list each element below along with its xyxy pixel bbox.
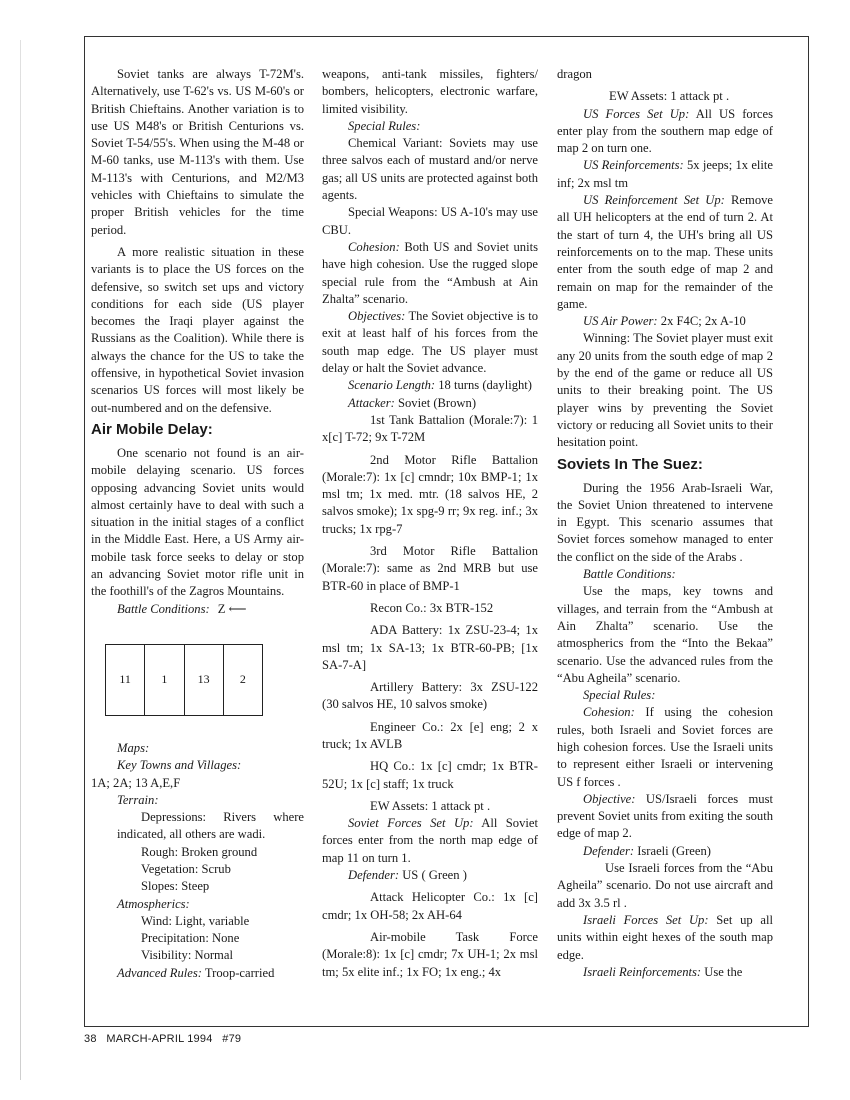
paragraph: weapons, anti-tank missiles, fighters/ bombers, helicopters, electronic warfare, limited visibility. [322,67,538,116]
key-towns-value: 1A; 2A; 13 A,E,F [91,775,181,790]
atmo-visibility: Visibility: Normal [141,948,233,963]
winning: Winning: The Soviet player must exit any 20 units from the south edge of map 2 by the end of the game or reduce all US units to their breaking point. The US player wins by preventing the Soviet victory or reducing all Soviet units to their hesitation point. [557,331,773,450]
terrain-rough: Rough: Broken ground [141,844,258,859]
us-reinforcement-setup: US Reinforcement Set Up: Remove all UH helicopters at the end of turn 2. At the start of turn 4, the UH's bring all US reinforcements on to the map. These units enter from the south edge of map 2 and remain on map for the remainder of the game. [557,193,774,311]
map-layout-diagram [105,644,263,716]
paragraph: Soviet tanks are always T-72M's. Alternatively, use T-62's vs. US M-60's or British Chieftains. Another variation is to use US M48's or British Centurions vs. Soviet T-54/55's. When using the M-48 or M-60 tanks, use M-113's with them. Use M-113's with Centurions, and M2/M3 vehicles with Chieftains to simulate the proper British vehicles for the time period. [91,67,304,237]
column-1 [91,66,304,982]
unit-artillery: Artillery Battery: 3x ZSU-122 (30 salvos HE, 10 salvos smoke) [322,680,538,712]
column-2 [322,66,538,981]
special-rules-label: Special Rules: [583,688,656,703]
special-rules-label: Special Rules: [348,118,421,133]
defender-detail: Use Israeli forces from the “Abu Agheila” scenario. Do not use aircraft and add 3x 3.5 rl . [557,861,773,910]
paragraph: During the 1956 Arab-Israeli War, the Soviet Union threatened to intervene in Egypt. This scenario assumes that Soviet forces somehow managed to enter the conflict on the side of the Arabs . [557,480,773,564]
map-cell: 1 [145,645,184,715]
maps-terrain-text: Use the maps, key towns and villages, and terrain from the “Ambush at Ain Zhalta” scenario. Use the atmospherics from the “Into the Bekaa” scenario. Use the advanced rules from the “Abu Agheila” scenario. [557,584,773,685]
us-air-power: US Air Power: 2x F4C; 2x A-10 [583,314,746,329]
unit-attack-helicopter: Attack Helicopter Co.: 1x [c] cmdr; 1x OH-58; 2x AH-64 [322,890,538,922]
column-3 [557,66,773,981]
defender: Defender: US ( Green ) [348,868,467,883]
map-cell: 2 [239,672,246,687]
map-cell: 11 [106,645,145,715]
defender: Defender: Israeli (Green) [583,843,711,858]
terrain-depressions: Depressions: Rivers where indicated, all others are wadi. [117,810,304,842]
cohesion: Cohesion: Both US and Soviet units have high cohesion. Use the rugged slope special rule from the “Ambush at Ain Zhalta” scenario. [322,239,538,306]
us-reinforcements: US Reinforcements: 5x jeeps; 1x elite inf; 2x msl tm [557,158,773,190]
advanced-rules: Advanced Rules: Troop-carried [117,965,275,980]
section-heading-air-mobile-delay: Air Mobile Delay: [91,420,213,438]
key-towns-label: Key Towns and Villages: [117,758,242,773]
section-heading-soviets-suez: Soviets In The Suez: [557,455,703,473]
paragraph: A more realistic situation in these variants is to place the US forces on the defensive, so switch set ups and victory conditions for each side (US player becomes the Iraqi player against the Russians as the Coalition). While there is always the chance for the US to take the offensive, in hypothetical Soviet invasion scenarios US forces will most likely be out-numbered and on the defensive. [91,244,304,415]
us-setup: US Forces Set Up: All US forces enter play from the southern map edge of map 2 on turn one. [557,106,773,156]
scan-edge-mark [20,40,21,1080]
objective: Objective: US/Israeli forces must prevent Soviet units from exiting the south edge of map 2. [557,791,773,841]
ew-assets: EW Assets: 1 attack pt . [609,89,730,104]
page-footer: 38 MARCH-APRIL 1994 #79 [84,1033,242,1045]
objectives: Objectives: The Soviet objective is to exit at least half of his forces from the south map edge. The US player must delay or halt the Soviet advance. [322,309,538,376]
unit-ew: EW Assets: 1 attack pt . [370,798,491,813]
unit-tank-battalion: 1st Tank Battalion (Morale:7): 1 x[c] T-72; 9x T-72M [322,412,538,445]
israeli-setup: Israeli Forces Set Up: Set up all units within eight hexes of the south map edge. [557,912,773,962]
atmo-wind: Wind: Light, variable [141,913,250,928]
soviet-setup: Soviet Forces Set Up: All Soviet forces enter from the north map edge of map 11 on turn 1. [322,816,538,865]
atmospherics-label: Atmospherics: [117,896,190,911]
scenario-length: Scenario Length: 18 turns (daylight) [348,378,532,393]
cohesion: Cohesion: If using the cohesion rules, both Israeli and Soviet forces are high cohesion forces. Use the Israeli units to represent either Israeli or intervening US f forces . [557,705,773,789]
unit-2nd-mrb: 2nd Motor Rifle Battalion (Morale:7): 1x [c] cmndr; 10x BMP-1; 1x msl tm; 1x med. mtr. (18 salvos HE, 2 salvos smoke); 1x spg-9 rr; 9x reg. inf.; 3x trucks; 1x rpg-7 [322,452,538,536]
paragraph: dragon [557,67,592,81]
unit-engineer: Engineer Co.: 2x [e] eng; 2 x truck; 1x AVLB [322,719,538,751]
unit-recon: Recon Co.: 3x BTR-152 [370,600,494,615]
terrain-vegetation: Vegetation: Scrub [141,861,231,876]
attacker: Attacker: Soviet (Brown) [348,395,477,410]
direction-arrow-label: Z ⟵ [217,601,247,616]
terrain-label: Terrain: [117,792,159,807]
battle-conditions-label: Battle Conditions: [583,567,676,582]
maps-label: Maps: [117,740,150,755]
battle-conditions-label: Battle Conditions: Z ⟵ [117,601,247,616]
atmo-precipitation: Precipitation: None [141,931,240,946]
chemical-variant: Chemical Variant: Soviets may use three salvos each of mustard and/or nerve gas; all US units are protected against both agents. [322,136,538,203]
unit-ada: ADA Battery: 1x ZSU-23-4; 1x msl tm; 1x SA-13; 1x BTR-60-PB; [1x SA-7-A] [322,623,538,672]
terrain-slopes: Slopes: Steep [141,879,210,894]
unit-hq: HQ Co.: 1x [c] cmdr; 1x BTR-52U; 1x [c] staff; 1x truck [322,759,538,791]
special-weapons: Special Weapons: US A-10's may use CBU. [322,205,538,237]
unit-3rd-mrb: 3rd Motor Rifle Battalion (Morale:7): same as 2nd MRB but use BTR-60 in place of BMP-1 [322,544,538,593]
paragraph: One scenario not found is an air-mobile delaying scenario. US forces opposing advancing Soviet units would almost certainly have to deal with such a situation in the initial stages of a conflict in the Middle East. Here, a US Army air-mobile task force seeks to delay or stop an advancing Soviet motor rifle unit in the foothill's of the Zagros Mountains. [91,445,304,599]
israeli-reinforcements: Israeli Reinforcements: Use the [583,964,743,979]
map-cell: 13 [185,645,224,715]
unit-airmobile: Air-mobile Task Force (Morale:8): 1x [c] cmdr; 7x UH-1; 2x msl tm; 5x elite inf.; 1x FO; 1x eng.; 4x [322,929,538,979]
